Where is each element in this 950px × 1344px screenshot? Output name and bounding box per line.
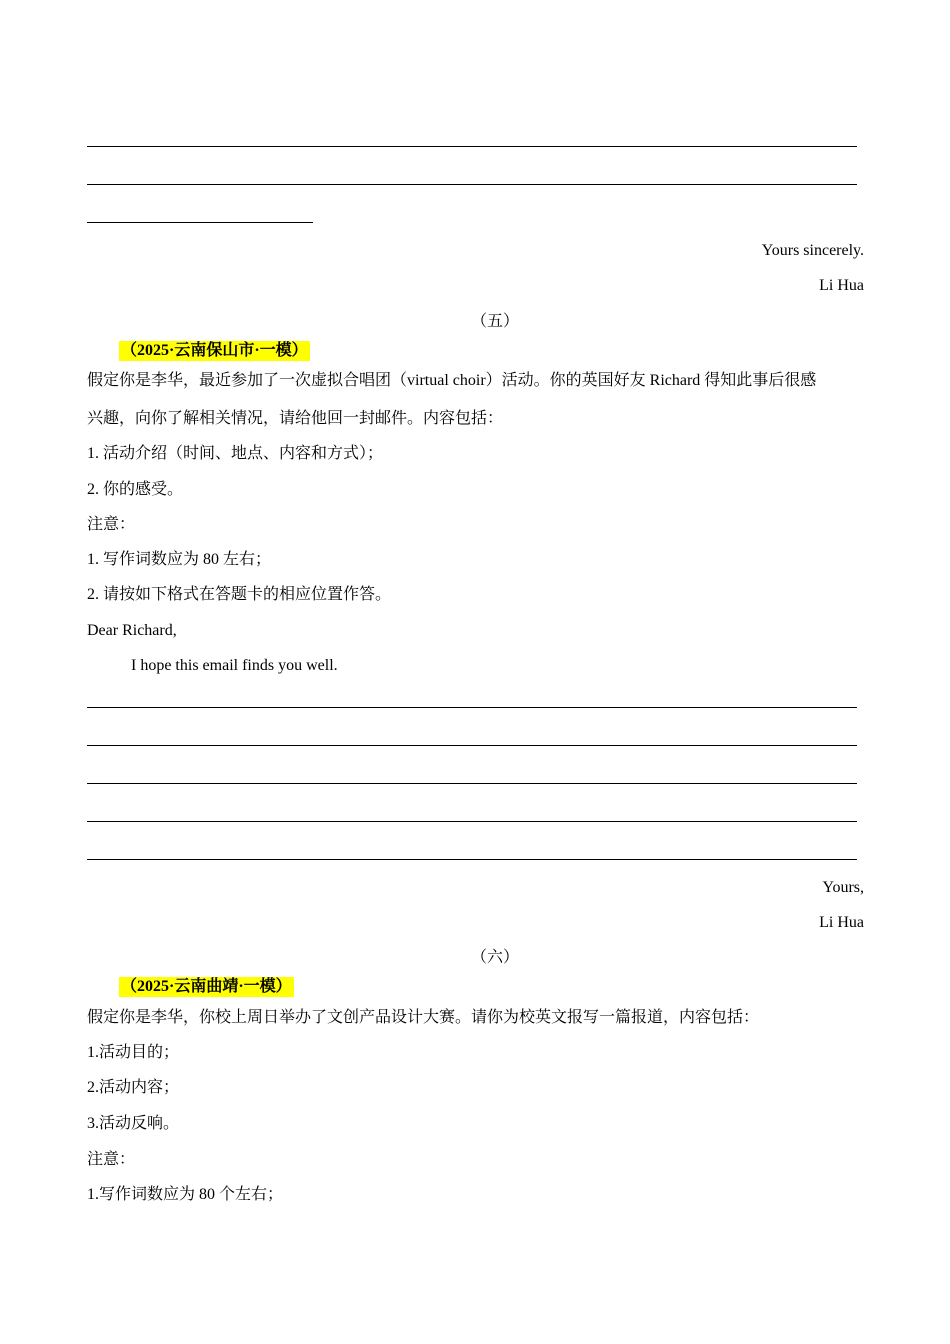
- letter-signature: Li Hua: [819, 914, 864, 931]
- answer-line: [87, 146, 857, 147]
- prompt-text: 假定你是李华，最近参加了一次虚拟合唱团（virtual choir）活动。你的英国好友 Richard 得知此事后很感: [87, 372, 817, 389]
- prompt-text: 假定你是李华，你校上周日举办了文创产品设计大赛。请你为校英文报写一篇报道，内容包括：: [87, 1009, 760, 1026]
- note-label: 注意：: [87, 516, 136, 533]
- content-point: 1.活动目的；: [87, 1044, 180, 1061]
- answer-line: [87, 783, 857, 784]
- answer-line: [87, 745, 857, 746]
- note-item: 1. 写作词数应为 80 左右；: [87, 551, 272, 568]
- answer-line: [87, 821, 857, 822]
- note-item: 2. 请按如下格式在答题卡的相应位置作答。: [87, 586, 392, 603]
- letter-closing: Yours sincerely.: [761, 242, 864, 259]
- letter-closing: Yours,: [822, 879, 864, 896]
- answer-line-short: [87, 222, 313, 223]
- content-point: 2. 你的感受。: [87, 481, 184, 498]
- note-label: 注意：: [87, 1151, 136, 1168]
- content-point: 1. 活动介绍（时间、地点、内容和方式）；: [87, 445, 384, 462]
- content-point: 2.活动内容；: [87, 1079, 180, 1096]
- letter-signature: Li Hua: [819, 277, 864, 294]
- letter-opening: I hope this email finds you well.: [131, 657, 338, 674]
- section-number: （六）: [470, 949, 519, 966]
- section-number: （五）: [470, 313, 519, 330]
- prompt-text: 兴趣，向你了解相关情况，请给他回一封邮件。内容包括：: [87, 410, 504, 427]
- answer-line: [87, 184, 857, 185]
- answer-line: [87, 707, 857, 708]
- source-tag: （2025·云南保山市·一模）: [121, 342, 308, 359]
- content-point: 3.活动反响。: [87, 1115, 180, 1132]
- letter-greeting: Dear Richard,: [87, 622, 177, 639]
- note-item: 1.写作词数应为 80 个左右；: [87, 1186, 284, 1203]
- answer-line: [87, 859, 857, 860]
- source-tag: （2025·云南曲靖·一模）: [121, 978, 292, 995]
